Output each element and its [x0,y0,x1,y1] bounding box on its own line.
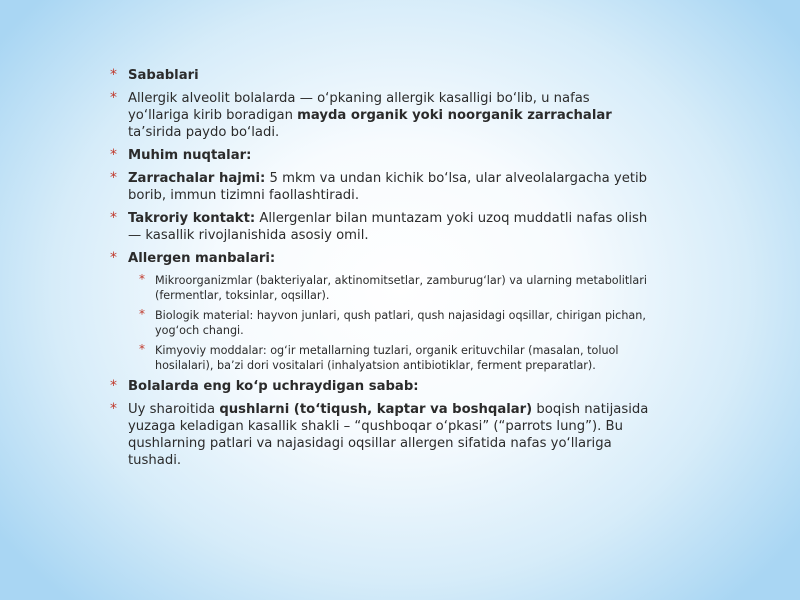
bullet-icon: * [110,90,117,106]
bullet-item [110,378,650,395]
sub-bullet-item [139,343,650,373]
body-text: Uy sharoitida [128,402,220,417]
body-text: Mikroorganizmlar (bakteriyalar, aktinomitsetlar, zamburug‘lar) va ularning metabolitlari (fermentlar, toksinlar, oqsillar). [155,274,647,302]
bullet-item [110,401,650,469]
body-text: boqish natijasida yuzaga keladigan kasallik shakli – “qushboqar o‘pkasi” (“parrots lung”). Bu qushlarning patlari va najasidagi oqsillar allergen sifatida nafas yo‘llariga tushadi. [128,402,649,468]
bold-text: Allergen manbalari: [128,251,276,266]
bullet-icon: * [139,342,145,356]
bullet-item [110,250,650,267]
bullet-item [110,210,650,244]
bold-text: Sabablari [128,68,199,83]
bullet-item [110,90,650,141]
sub-bullet-item [139,308,650,338]
body-text: Kimyoviy moddalar: og‘ir metallarning tuzlari, organik erituvchilar (masalan, toluol hosilalari), ba’zi dori vositalari (inhalyatsion antibiotiklar, ferment preparatlar). [155,344,619,372]
bullet-icon: * [110,210,117,226]
bullet-item [110,67,650,84]
bold-text: Muhim nuqtalar: [128,148,252,163]
bullet-icon: * [110,378,117,394]
bullet-icon: * [110,170,117,186]
body-text: Allergenlar bilan muntazam yoki uzoq muddatli nafas olish — kasallik rivojlanishida asosiy omil. [128,211,648,243]
bullet-icon: * [110,250,117,266]
bold-text: Bolalarda eng ko‘p uchraydigan sabab: [128,379,419,394]
bullet-icon: * [110,401,117,417]
bullet-icon: * [110,147,117,163]
bold-text: mayda organik yoki noorganik zarrachalar [297,108,612,123]
slide-content [110,67,650,475]
bullet-item [110,170,650,204]
bullet-icon: * [110,67,117,83]
body-text: Biologik material: hayvon junlari, qush patlari, qush najasidagi oqsillar, chirigan pichan, yog‘och changi. [155,309,646,337]
body-text: Allergik alveolit bolalarda — o‘pkaning allergik kasalligi bo‘lib, u nafas yo‘llariga kirib boradigan [128,91,590,123]
body-text: ta’sirida paydo bo‘ladi. [128,125,280,140]
bullet-icon: * [139,307,145,321]
bullet-icon: * [139,272,145,286]
bold-text: Zarrachalar hajmi: [128,171,266,186]
bold-text: Takroriy kontakt: [128,211,256,226]
bullet-item [110,147,650,164]
sub-bullet-item [139,273,650,303]
bold-text: qushlarni (to‘tiqush, kaptar va boshqalar) [219,402,533,417]
body-text: 5 mkm va undan kichik bo‘lsa, ular alveolalargacha yetib borib, immun tizimni faollashtiradi. [128,171,648,203]
